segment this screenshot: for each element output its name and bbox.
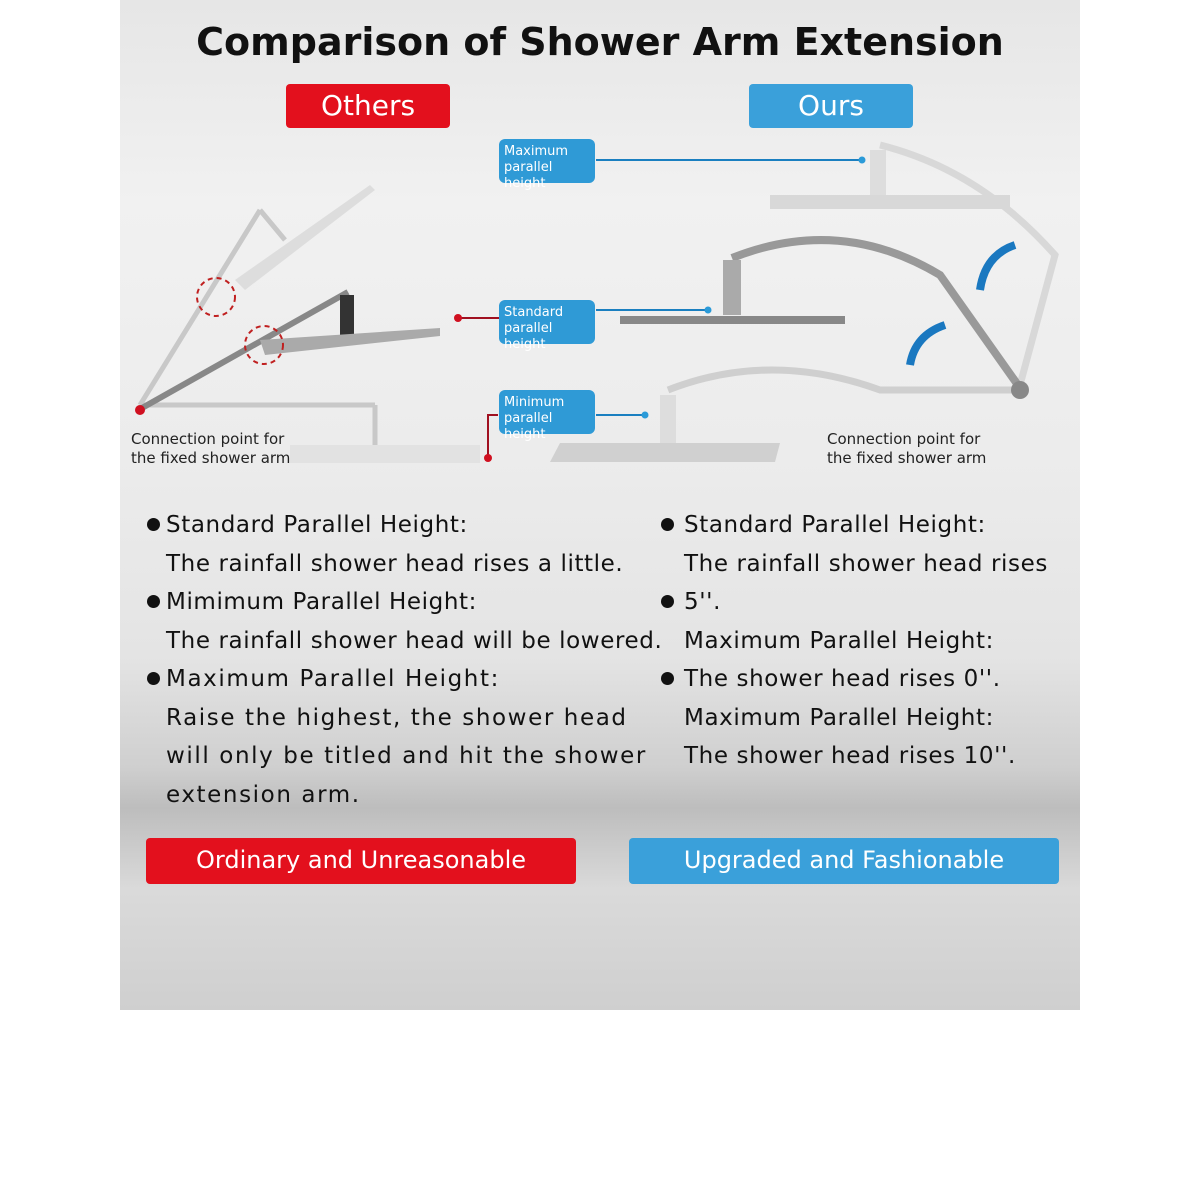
point-heading: Standard Parallel Height:: [166, 512, 468, 538]
point-text: The rainfall shower head rises 5''.: [684, 550, 1048, 615]
point-text: will only be titled and hit the shower: [166, 743, 647, 769]
left-points-list: [166, 506, 662, 814]
upgraded-banner: Upgraded and Fashionable: [629, 838, 1059, 884]
point-heading: Maximum Parallel Height:: [684, 704, 994, 731]
left-connection-caption: [131, 430, 290, 468]
bullet-icon: [147, 518, 160, 531]
standard-height-label: [499, 300, 595, 352]
caption-line: the fixed shower arm: [827, 449, 987, 467]
label-line: parallel height: [504, 411, 553, 442]
point-heading: Maximum Parallel Height:: [166, 666, 500, 692]
point-heading: Mimimum Parallel Height:: [166, 589, 478, 615]
point-text: The rainfall shower head will be lowered.: [166, 627, 663, 654]
caption-line: Connection point for: [827, 430, 981, 448]
label-line: Maximum: [504, 144, 569, 159]
point-text: extension arm.: [166, 781, 361, 808]
point-text: Raise the highest, the shower head: [166, 704, 628, 731]
bullet-icon: [147, 672, 160, 685]
ordinary-banner: Ordinary and Unreasonable: [146, 838, 576, 884]
label-line: parallel height: [504, 321, 553, 352]
others-tag: Others: [286, 84, 450, 128]
shower-arm-illustration: [120, 0, 1080, 480]
caption-line: the fixed shower arm: [131, 449, 291, 467]
point-heading: Standard Parallel Height:: [684, 512, 986, 538]
caption-line: Connection point for: [131, 430, 285, 448]
ours-tag: Ours: [749, 84, 913, 128]
point-text: The shower head rises 0''.: [684, 666, 1001, 692]
bullet-icon: [661, 672, 674, 685]
page-title: Comparison of Shower Arm Extension: [196, 20, 1004, 64]
right-connection-caption: [827, 430, 986, 468]
label-line: Standard: [504, 305, 564, 320]
minimum-height-label: [499, 390, 595, 442]
label-line: parallel height: [504, 160, 553, 191]
right-points-list: [684, 506, 1080, 776]
point-heading: Maximum Parallel Height:: [684, 627, 994, 654]
point-text: The shower head rises 10''.: [684, 743, 1016, 769]
bullet-icon: [661, 595, 674, 608]
label-line: Minimum: [504, 395, 565, 410]
point-text: The rainfall shower head rises a little.: [166, 550, 624, 577]
bullet-icon: [661, 518, 674, 531]
bullet-icon: [147, 595, 160, 608]
comparison-poster: [120, 0, 1080, 1010]
maximum-height-label: [499, 139, 595, 191]
